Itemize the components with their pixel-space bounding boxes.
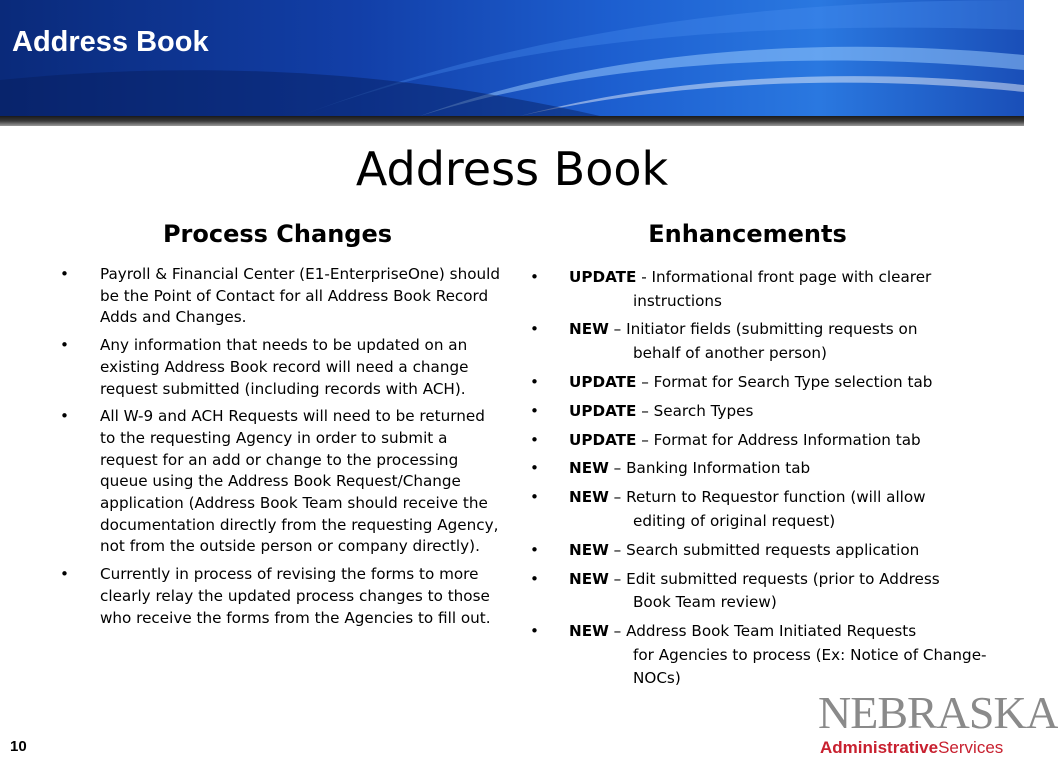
item-tag: UPDATE [569,372,637,391]
bullet-icon: • [530,459,539,478]
item-text: – Initiator fields (submitting requests on [608,320,918,339]
banner-title: Address Book [12,26,209,58]
list-item [530,429,1000,453]
list-item [530,620,1000,691]
process-changes-heading: Process Changes [162,220,393,248]
banner-divider [0,116,1024,126]
bullet-icon: • [530,320,539,339]
bullet-icon: • [530,372,539,391]
page-number: 10 [10,738,27,755]
list-item [530,266,1000,313]
list-item [60,264,500,329]
item-text: – Address Book Team Initiated Requests [608,622,917,641]
nebraska-administrative-services-logo [818,687,1058,760]
item-text: - Informational front page with clearer [636,268,932,286]
list-item-text: Payroll & Financial Center (E1-EnterpriseOne) should be the Point of Contact for all Address Book Record Adds and Changes. [100,265,500,327]
item-tag: UPDATE [569,268,637,286]
bullet-icon: • [530,430,539,449]
list-item [530,539,1000,563]
item-text: – Search submitted requests application [608,540,920,559]
item-tag: NEW [569,320,609,339]
list-item [60,564,500,629]
bullet-icon: • [60,265,69,283]
bullet-icon: • [530,401,539,420]
item-text-continued: behalf of another person) [633,343,827,362]
bullet-icon: • [530,488,539,507]
bullet-icon: • [60,336,69,355]
item-tag: NEW [569,459,609,478]
slide-title: Address Book [355,142,669,196]
list-item-text: Any information that needs to be updated on an existing Address Book record will need a change request submitted (including records with ACH). [100,336,469,398]
item-text: – Return to Requestor function (will allow [608,488,926,507]
item-text: – Format for Search Type selection tab [636,372,933,391]
logo-wordmark: NEBRASKA [818,687,1058,738]
logo-subtitle-regular: Services [938,738,1004,757]
list-item [530,486,1000,533]
item-tag: UPDATE [569,401,637,420]
bullet-icon: • [60,407,69,426]
item-text-continued: editing of original request) [633,511,836,530]
list-item [530,400,1000,424]
item-text-continued: for Agencies to process (Ex: Notice of Change-NOCs) [633,645,987,688]
item-tag: UPDATE [569,430,637,449]
logo-subtitle [820,738,1003,758]
item-tag: NEW [569,569,609,588]
enhancements-list [530,266,1000,696]
item-tag: NEW [569,488,609,507]
process-changes-list [60,264,500,635]
bullet-icon: • [530,540,539,559]
item-text-continued: instructions [633,291,722,310]
item-tag: NEW [569,622,609,641]
enhancements-heading: Enhancements [648,220,847,248]
list-item-text: Currently in process of revising the forms to more clearly relay the updated process changes to those who receive the forms from the Agencies to fill out. [100,565,491,627]
bullet-icon: • [530,569,539,588]
list-item [60,335,500,400]
item-text: – Edit submitted requests (prior to Address [608,569,940,588]
list-item [530,457,1000,481]
bullet-icon: • [60,565,69,584]
item-text: – Banking Information tab [608,459,811,478]
item-tag: NEW [569,540,609,559]
logo-subtitle-bold: Administrative [820,738,939,757]
list-item [530,318,1000,365]
list-item-text: All W-9 and ACH Requests will need to be returned to the requesting Agency in order to submit a request for an add or change to the processing queue using the Address Book Request/Change application (Address Book Team should receive the documentation directly from the requesting Agency, not from the outside person or company directly). [100,407,499,556]
header-banner [0,0,1024,116]
bullet-icon: • [530,268,539,286]
item-text: – Search Types [636,401,754,420]
list-item [530,568,1000,615]
list-item [60,406,500,558]
item-text-continued: Book Team review) [633,593,777,612]
item-text: – Format for Address Information tab [636,430,921,449]
list-item [530,371,1000,395]
bullet-icon: • [530,622,539,641]
